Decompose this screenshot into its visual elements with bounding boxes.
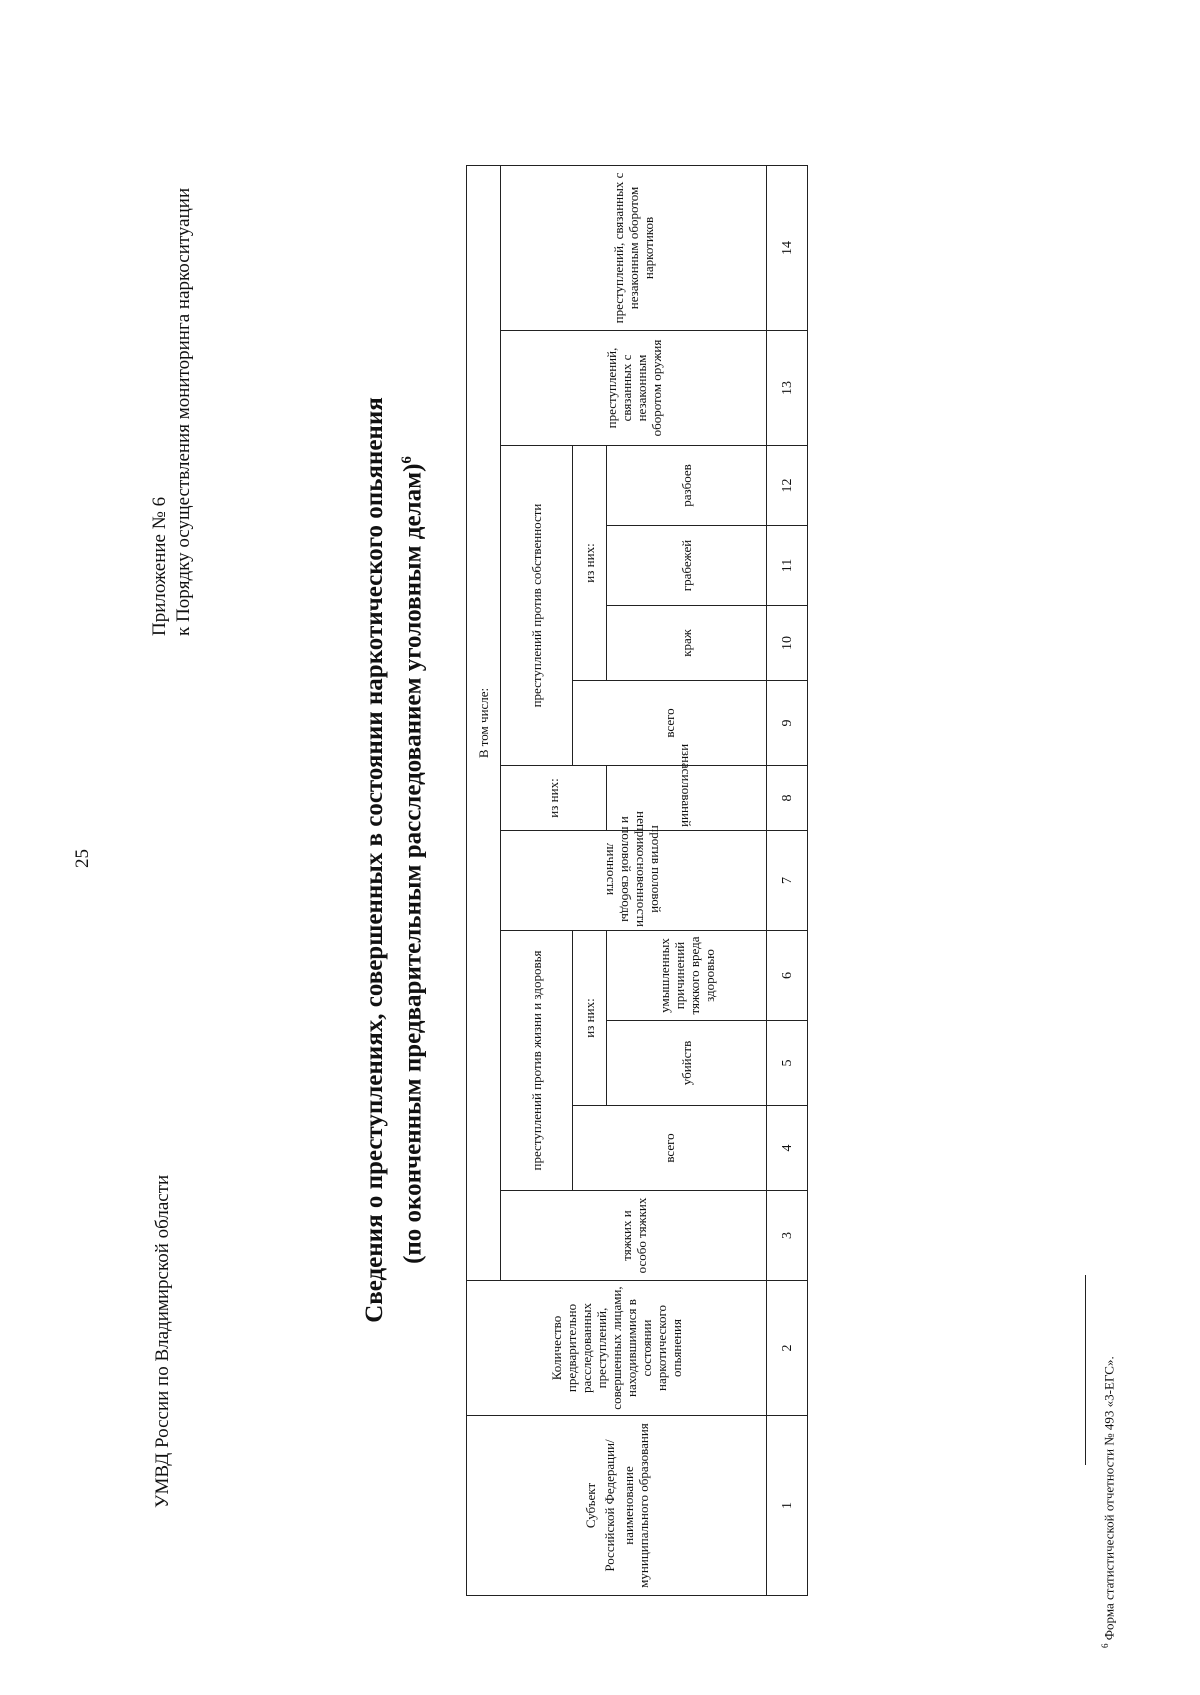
column-number: 9 [767, 681, 808, 766]
appendix-description: к Порядку осуществления мониторинга наркоситуации [173, 187, 194, 636]
column-number: 12 [767, 446, 808, 526]
appendix-number: Приложение № 6 [149, 496, 170, 636]
header-weapons: преступлений, связанных с незаконным оборотом оружия [501, 331, 767, 446]
header-rapes-text: изнасилований [679, 743, 694, 827]
header-subject [467, 1416, 767, 1596]
column-number: 13 [767, 331, 808, 446]
appendix-reference [148, 188, 196, 636]
page-number: 25 [72, 849, 93, 868]
header-drugs: преступлений, связанных с незаконным оборотом наркотиков [501, 165, 767, 330]
column-number: 4 [767, 1106, 808, 1191]
header-sexual-text: против половой неприкосновенности и половой свободы личности [603, 811, 664, 927]
footnote [1100, 1356, 1117, 1648]
header-sexual [501, 811, 767, 931]
header-property-of-them: из них: [573, 446, 607, 681]
footnote-mark: 6 [1100, 1643, 1110, 1648]
statistics-table [466, 166, 802, 1596]
column-number: 2 [767, 1281, 808, 1416]
title-line-1: Сведения о преступлениях, совершенных в состоянии наркотического опьянения [361, 397, 388, 1323]
column-number: 6 [767, 931, 808, 1021]
column-number: 3 [767, 1191, 808, 1281]
header-robberies: грабежей [607, 526, 767, 606]
header-murders: убийств [607, 1021, 767, 1106]
header-subject-line2: Российской Федерации/ [601, 1439, 617, 1572]
column-number: 1 [767, 1416, 808, 1596]
title-footnote-mark: 6 [399, 456, 415, 464]
header-subject-line1: Субъект [582, 1482, 598, 1529]
header-injury: умышленных причинений тяжкого вреда здоровью [607, 931, 767, 1021]
column-number: 5 [767, 1021, 808, 1106]
header-rapes-of-them: из них: [501, 766, 607, 831]
issuing-authority: УМВД России по Владимирской области [152, 1174, 173, 1508]
header-subject-line3: наименование муниципального образования [620, 1423, 651, 1588]
footnote-text: Форма статистической отчетности № 493 «3-ЕГС». [1101, 1356, 1117, 1641]
header-in-total: В том числе: [467, 165, 501, 1280]
header-grave: тяжких и особо тяжких [501, 1191, 767, 1281]
column-number-row [767, 165, 808, 1595]
header-thefts: краж [607, 606, 767, 681]
column-number: 14 [767, 165, 808, 330]
column-number: 8 [767, 766, 808, 831]
title-line-2-text: (по оконченным предварительным расследованием уголовным делам) [399, 463, 427, 1264]
footnote-separator [1085, 1275, 1086, 1465]
header-total-count: Количество предварительно расследованных преступлений, совершенных лицами, находившимися в состоянии наркотического опьянения [467, 1281, 767, 1416]
header-life-total: всего [573, 1106, 767, 1191]
column-number: 10 [767, 606, 808, 681]
title-line-2 [391, 360, 429, 1360]
header-life-of-them: из них: [573, 931, 607, 1106]
header-assaults: разбоев [607, 446, 767, 526]
header-property-total: всего [573, 681, 767, 766]
column-number: 11 [767, 526, 808, 606]
header-life-health: преступлений против жизни и здоровья [501, 931, 573, 1191]
document-title [358, 360, 429, 1360]
column-number: 7 [767, 831, 808, 931]
header-property: преступлений против собственности [501, 446, 573, 766]
